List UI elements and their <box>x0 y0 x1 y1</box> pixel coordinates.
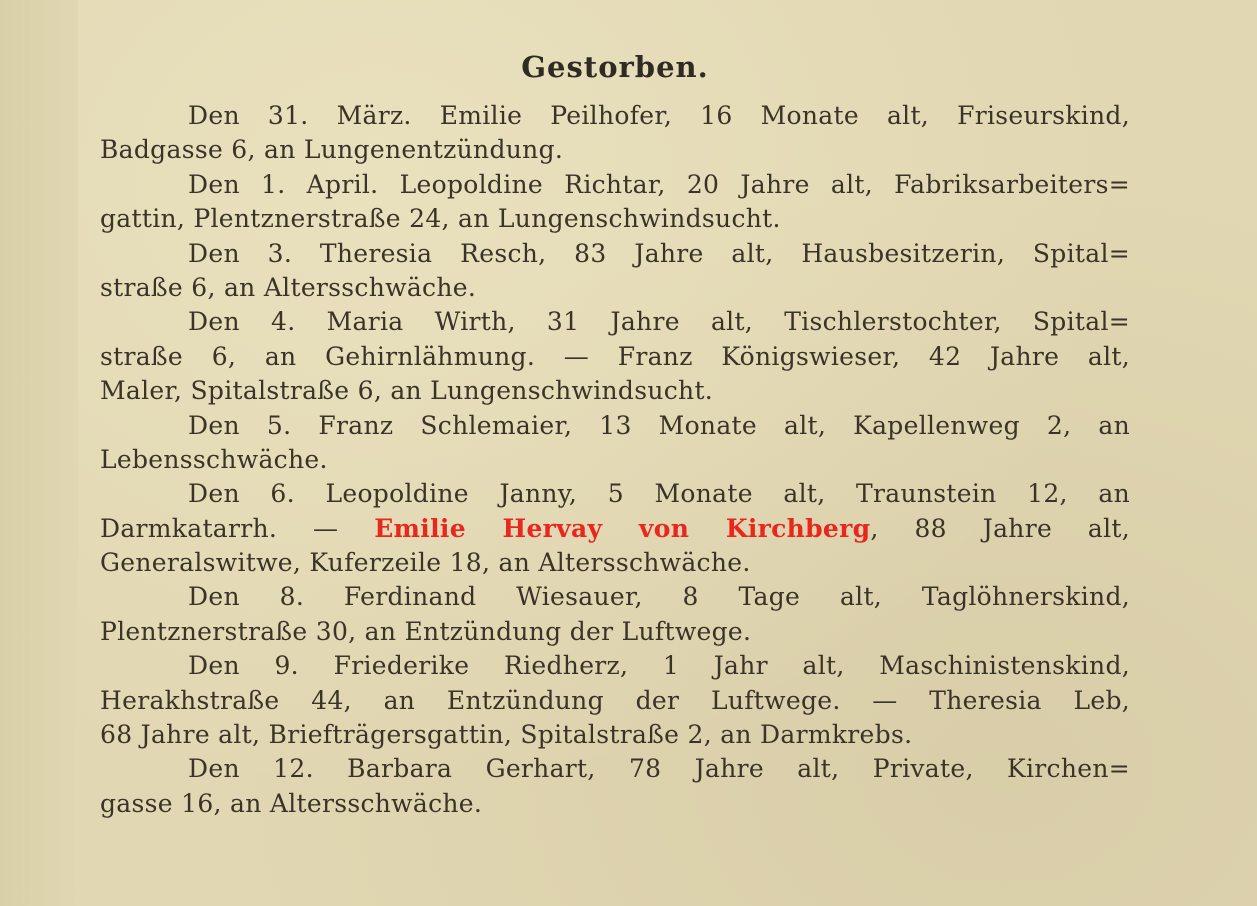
text-line: straße 6, an Altersschwäche. <box>100 272 477 302</box>
text-line: gasse 16, an Altersschwäche. <box>100 788 483 818</box>
highlighted-name: Emilie Hervay von Kirchberg <box>374 513 871 543</box>
text-line: Den 8. Ferdinand Wiesauer, 8 Tage alt, Taglöhnerskind, <box>188 582 1130 612</box>
text-line: gattin, Plentznerstraße 24, an Lungenschwindsucht. <box>100 204 781 234</box>
text-line: Maler, Spitalstraße 6, an Lungenschwindsucht. <box>100 376 714 406</box>
text-line: Den 9. Friederike Riedherz, 1 Jahr alt, Maschinistenskind, <box>188 651 1130 681</box>
death-notices-column <box>100 99 1130 821</box>
section-heading: Gestorben. <box>521 50 709 84</box>
text-line: Badgasse 6, an Lungenentzündung. <box>100 135 564 165</box>
line-segment: Darmkatarrh. — <box>100 513 375 543</box>
text-line: Den 6. Leopoldine Janny, 5 Monate alt, Traunstein 12, an <box>188 479 1130 509</box>
text-line: Den 5. Franz Schlemaier, 13 Monate alt, Kapellenweg 2, an <box>188 410 1130 440</box>
text-line: Lebensschwäche. <box>100 444 328 474</box>
text-line: Plentznerstraße 30, an Entzündung der Luftwege. <box>100 616 752 646</box>
text-line: Den 4. Maria Wirth, 31 Jahre alt, Tischlerstochter, Spital= <box>188 307 1130 337</box>
text-line: Den 12. Barbara Gerhart, 78 Jahre alt, Private, Kirchen= <box>188 754 1130 784</box>
text-line: straße 6, an Gehirnlähmung. — Franz Königswieser, 42 Jahre alt, <box>100 341 1130 371</box>
text-line: Herakhstraße 44, an Entzündung der Luftwege. — Theresia Leb, <box>100 685 1130 715</box>
text-line: Den 1. April. Leopoldine Richtar, 20 Jahre alt, Fabriksarbeiters= <box>188 169 1130 199</box>
text-line: Den 31. März. Emilie Peilhofer, 16 Monate alt, Friseurskind, <box>188 101 1130 130</box>
line-segment: , 88 Jahre alt, <box>870 513 1130 543</box>
page-edge-shadow <box>0 0 78 906</box>
text-line: 68 Jahre alt, Briefträgersgattin, Spitalstraße 2, an Darmkrebs. <box>100 720 913 750</box>
text-line: Generalswitwe, Kuferzeile 18, an Altersschwäche. <box>100 548 751 578</box>
text-line-with-highlight <box>100 512 1130 546</box>
text-line: Den 3. Theresia Resch, 83 Jahre alt, Hausbesitzerin, Spital= <box>188 238 1130 268</box>
